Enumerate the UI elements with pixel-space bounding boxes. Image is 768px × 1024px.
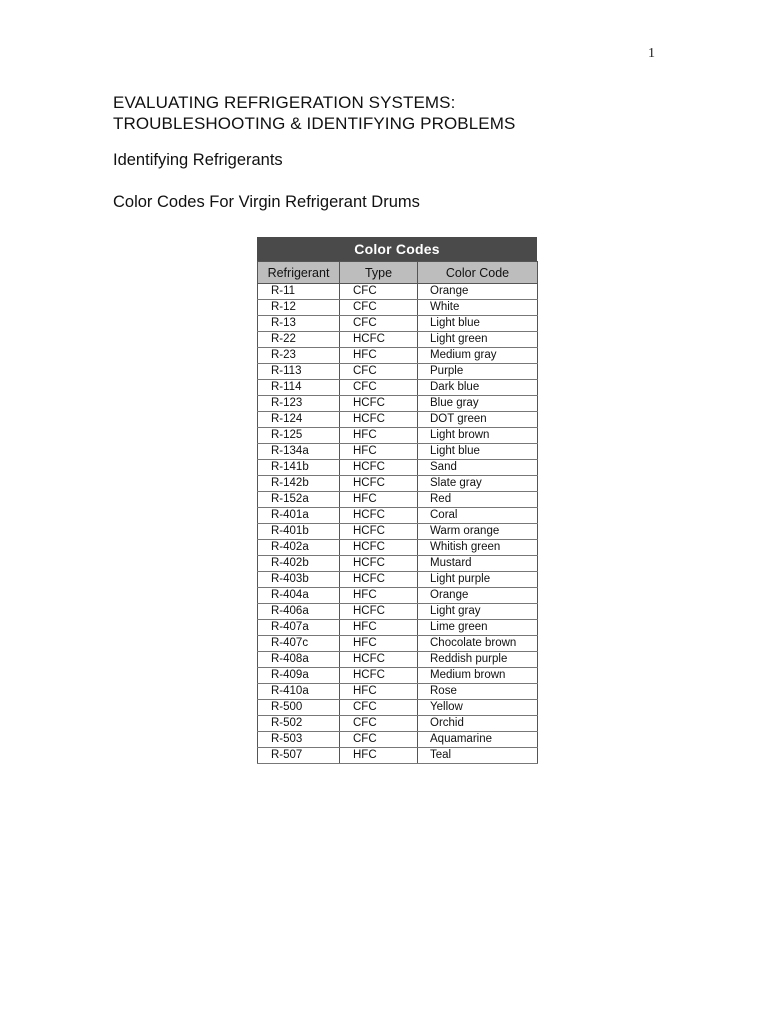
color-code-cell: Blue gray (418, 396, 538, 412)
table-row (258, 652, 538, 668)
type-cell: CFC (340, 700, 418, 716)
title-line-2: TROUBLESHOOTING & IDENTIFYING PROBLEMS (113, 114, 516, 133)
refrigerant-cell: R-507 (258, 748, 340, 764)
table-row (258, 748, 538, 764)
color-codes-table-block (257, 237, 537, 764)
type-cell: CFC (340, 284, 418, 300)
color-code-cell: Lime green (418, 620, 538, 636)
refrigerant-cell: R-401b (258, 524, 340, 540)
color-code-cell: Sand (418, 460, 538, 476)
refrigerant-cell: R-402b (258, 556, 340, 572)
table-row (258, 588, 538, 604)
table-row (258, 364, 538, 380)
color-code-cell: Light green (418, 332, 538, 348)
header-color-code: Color Code (418, 262, 538, 284)
table-row (258, 428, 538, 444)
color-code-cell: Light blue (418, 444, 538, 460)
type-cell: CFC (340, 380, 418, 396)
table-row (258, 444, 538, 460)
table-caption: Color Codes (257, 237, 537, 261)
type-cell: HCFC (340, 524, 418, 540)
type-cell: HCFC (340, 396, 418, 412)
type-cell: HCFC (340, 460, 418, 476)
table-row (258, 636, 538, 652)
table-body (258, 284, 538, 764)
table-row (258, 684, 538, 700)
table-row (258, 716, 538, 732)
refrigerant-cell: R-402a (258, 540, 340, 556)
refrigerant-cell: R-114 (258, 380, 340, 396)
table-row (258, 380, 538, 396)
color-code-cell: Yellow (418, 700, 538, 716)
color-code-cell: Warm orange (418, 524, 538, 540)
table-row (258, 476, 538, 492)
type-cell: HCFC (340, 332, 418, 348)
color-code-cell: Chocolate brown (418, 636, 538, 652)
type-cell: HCFC (340, 572, 418, 588)
table-row (258, 332, 538, 348)
refrigerant-cell: R-124 (258, 412, 340, 428)
refrigerant-cell: R-142b (258, 476, 340, 492)
table-row (258, 300, 538, 316)
refrigerant-cell: R-407a (258, 620, 340, 636)
type-cell: CFC (340, 316, 418, 332)
refrigerant-cell: R-13 (258, 316, 340, 332)
color-code-cell: Purple (418, 364, 538, 380)
refrigerant-cell: R-406a (258, 604, 340, 620)
subsection-heading: Color Codes For Virgin Refrigerant Drums (113, 193, 420, 211)
refrigerant-cell: R-502 (258, 716, 340, 732)
refrigerant-cell: R-503 (258, 732, 340, 748)
color-code-cell: Dark blue (418, 380, 538, 396)
type-cell: HFC (340, 588, 418, 604)
refrigerant-cell: R-500 (258, 700, 340, 716)
table-row (258, 572, 538, 588)
table-row (258, 284, 538, 300)
color-code-cell: Medium brown (418, 668, 538, 684)
color-code-cell: Rose (418, 684, 538, 700)
color-code-cell: Coral (418, 508, 538, 524)
refrigerant-cell: R-141b (258, 460, 340, 476)
color-codes-table (257, 261, 538, 764)
refrigerant-cell: R-12 (258, 300, 340, 316)
color-code-cell: Teal (418, 748, 538, 764)
type-cell: HFC (340, 492, 418, 508)
refrigerant-cell: R-23 (258, 348, 340, 364)
color-code-cell: Light gray (418, 604, 538, 620)
type-cell: CFC (340, 300, 418, 316)
color-code-cell: Medium gray (418, 348, 538, 364)
color-code-cell: Whitish green (418, 540, 538, 556)
refrigerant-cell: R-125 (258, 428, 340, 444)
refrigerant-cell: R-152a (258, 492, 340, 508)
table-row (258, 396, 538, 412)
refrigerant-cell: R-410a (258, 684, 340, 700)
color-code-cell: Mustard (418, 556, 538, 572)
type-cell: HFC (340, 684, 418, 700)
type-cell: HCFC (340, 668, 418, 684)
refrigerant-cell: R-123 (258, 396, 340, 412)
type-cell: CFC (340, 716, 418, 732)
type-cell: HCFC (340, 540, 418, 556)
refrigerant-cell: R-403b (258, 572, 340, 588)
type-cell: HCFC (340, 556, 418, 572)
refrigerant-cell: R-404a (258, 588, 340, 604)
color-code-cell: Reddish purple (418, 652, 538, 668)
table-row (258, 556, 538, 572)
type-cell: HCFC (340, 412, 418, 428)
title-line-1: EVALUATING REFRIGERATION SYSTEMS: (113, 93, 456, 112)
color-code-cell: Light purple (418, 572, 538, 588)
type-cell: HFC (340, 748, 418, 764)
table-row (258, 508, 538, 524)
table-row (258, 668, 538, 684)
refrigerant-cell: R-134a (258, 444, 340, 460)
refrigerant-cell: R-113 (258, 364, 340, 380)
table-row (258, 348, 538, 364)
refrigerant-cell: R-11 (258, 284, 340, 300)
header-type: Type (340, 262, 418, 284)
refrigerant-cell: R-22 (258, 332, 340, 348)
table-row (258, 620, 538, 636)
color-code-cell: Light brown (418, 428, 538, 444)
type-cell: HFC (340, 444, 418, 460)
color-code-cell: Slate gray (418, 476, 538, 492)
table-row (258, 412, 538, 428)
document-title (113, 92, 515, 134)
type-cell: HFC (340, 428, 418, 444)
type-cell: HCFC (340, 652, 418, 668)
type-cell: HCFC (340, 604, 418, 620)
type-cell: HCFC (340, 508, 418, 524)
type-cell: HFC (340, 636, 418, 652)
refrigerant-cell: R-401a (258, 508, 340, 524)
color-code-cell: Aquamarine (418, 732, 538, 748)
type-cell: HFC (340, 620, 418, 636)
type-cell: CFC (340, 364, 418, 380)
color-code-cell: Light blue (418, 316, 538, 332)
refrigerant-cell: R-407c (258, 636, 340, 652)
table-row (258, 524, 538, 540)
table-row (258, 492, 538, 508)
page-number: 1 (648, 46, 655, 61)
table-row (258, 732, 538, 748)
type-cell: CFC (340, 732, 418, 748)
table-row (258, 604, 538, 620)
color-code-cell: DOT green (418, 412, 538, 428)
refrigerant-cell: R-408a (258, 652, 340, 668)
table-row (258, 460, 538, 476)
table-row (258, 316, 538, 332)
color-code-cell: Orange (418, 588, 538, 604)
table-header-row (258, 262, 538, 284)
color-code-cell: Orange (418, 284, 538, 300)
header-refrigerant: Refrigerant (258, 262, 340, 284)
type-cell: HFC (340, 348, 418, 364)
table-row (258, 700, 538, 716)
color-code-cell: Orchid (418, 716, 538, 732)
type-cell: HCFC (340, 476, 418, 492)
section-heading: Identifying Refrigerants (113, 151, 283, 169)
refrigerant-cell: R-409a (258, 668, 340, 684)
color-code-cell: White (418, 300, 538, 316)
color-code-cell: Red (418, 492, 538, 508)
table-row (258, 540, 538, 556)
